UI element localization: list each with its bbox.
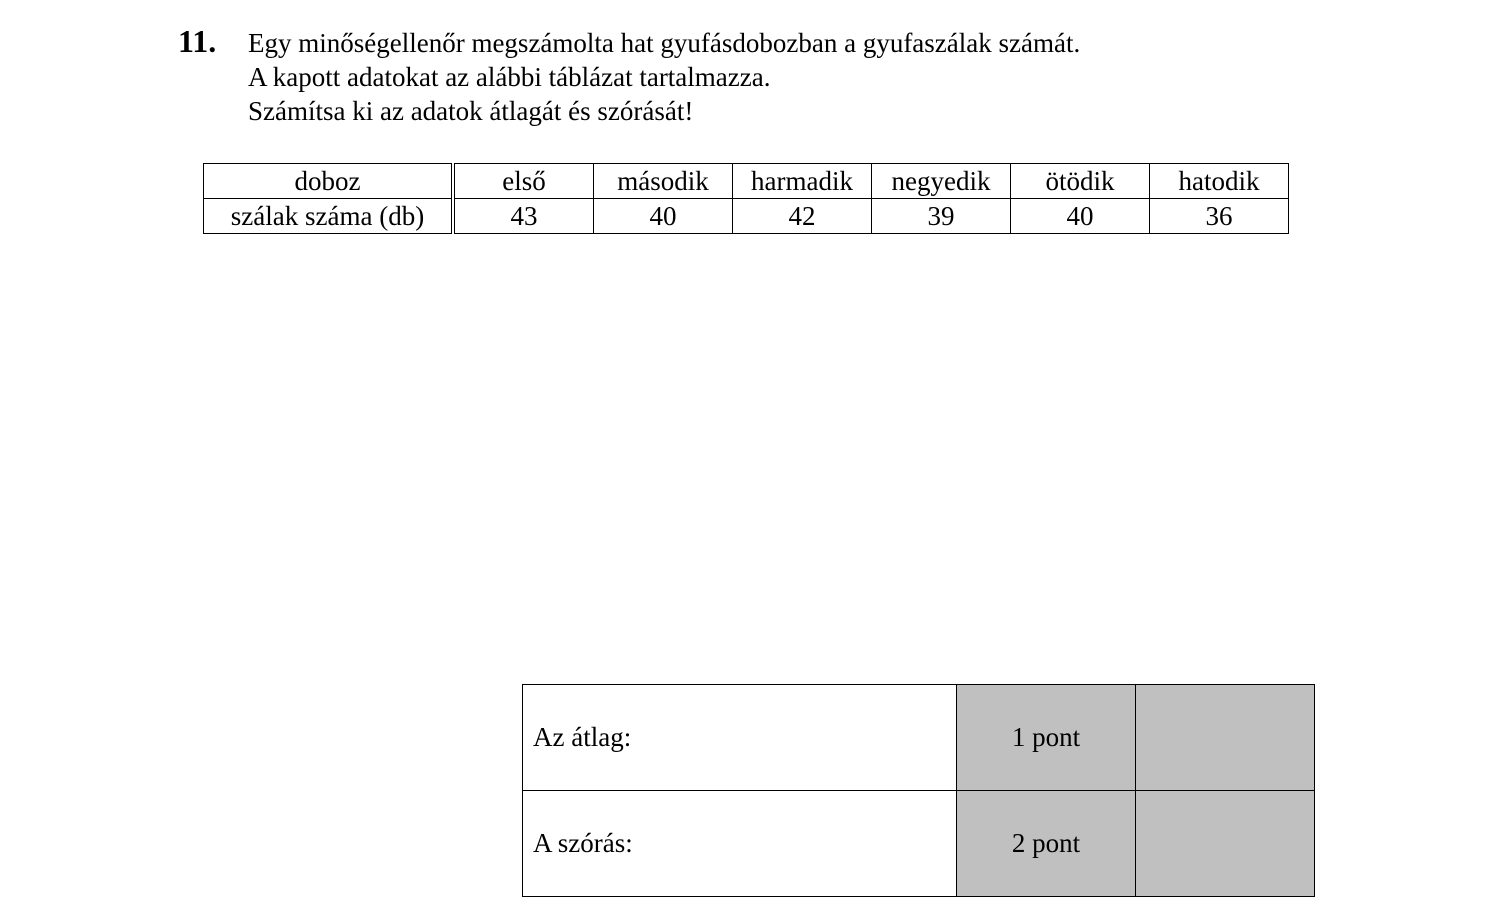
score-row-mean xyxy=(523,685,1315,791)
box-label-3: harmadik xyxy=(733,164,872,199)
mean-label: Az átlag: xyxy=(523,685,957,791)
box-label-6: hatodik xyxy=(1150,164,1289,199)
deviation-label: A szórás: xyxy=(523,791,957,897)
question-line-1: Egy minőségellenőr megszámolta hat gyufásdobozban a gyufaszálak számát. xyxy=(248,28,1081,58)
question-line-2: A kapott adatokat az alábbi táblázat tartalmazza. xyxy=(248,62,771,92)
box-label-5: ötödik xyxy=(1011,164,1150,199)
question-number: 11. xyxy=(178,23,217,59)
deviation-points: 2 pont xyxy=(957,791,1136,897)
count-cell-2: 40 xyxy=(594,199,733,234)
table-row-boxes xyxy=(204,164,1289,199)
mean-score-box xyxy=(1136,685,1315,791)
question-text xyxy=(248,26,1080,128)
count-cell-4: 39 xyxy=(872,199,1011,234)
deviation-score-box xyxy=(1136,791,1315,897)
count-cell-3: 42 xyxy=(733,199,872,234)
score-table xyxy=(522,684,1315,897)
row-header-counts: szálak száma (db) xyxy=(204,199,454,234)
question-line-3: Számítsa ki az adatok átlagát és szórását! xyxy=(248,96,694,126)
score-row-deviation xyxy=(523,791,1315,897)
data-table xyxy=(203,163,1289,234)
box-label-1: első xyxy=(453,164,594,199)
count-cell-6: 36 xyxy=(1150,199,1289,234)
count-cell-5: 40 xyxy=(1011,199,1150,234)
table-row-counts xyxy=(204,199,1289,234)
count-cell-1: 43 xyxy=(453,199,594,234)
box-label-4: negyedik xyxy=(872,164,1011,199)
box-label-2: második xyxy=(594,164,733,199)
row-header-doboz: doboz xyxy=(204,164,454,199)
mean-points: 1 pont xyxy=(957,685,1136,791)
